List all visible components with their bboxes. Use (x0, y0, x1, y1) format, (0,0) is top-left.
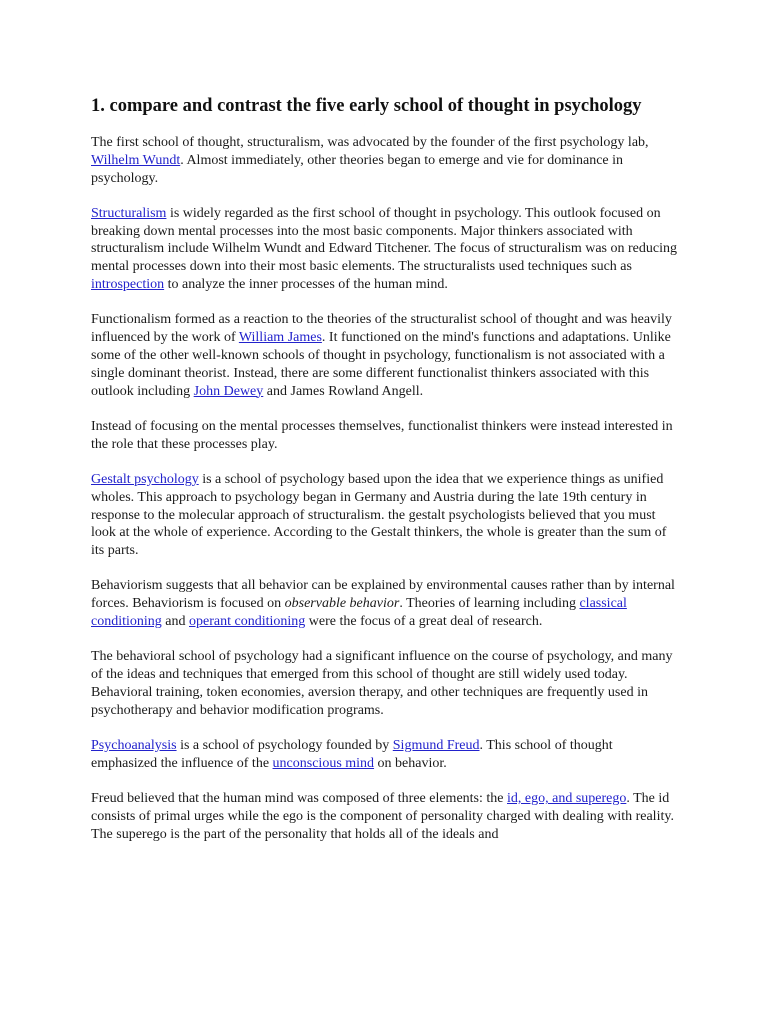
text-span: . Almost immediately, other theories began to emerge and vie for dominance in psychology. (91, 152, 624, 186)
link-gestalt-psychology[interactable]: Gestalt psychology (91, 471, 199, 487)
paragraph-gestalt (91, 471, 679, 560)
text-span: is a school of psychology based upon the idea that we experience things as unified wholes. This approach to psychology began in Germany and Austria during the late 19th century in response to the molecular approach of structuralism. the gestalt psychologists believed that you must look at the whole of experience. According to the Gestalt thinkers, the whole is greater than the sum of its parts. (91, 471, 667, 559)
text-span: on behavior. (374, 755, 447, 771)
link-john-dewey[interactable]: John Dewey (193, 383, 264, 399)
text-span: Functionalism formed as a reaction to the theories of the structuralist school of thought and was heavily influenced by the work of (91, 312, 672, 346)
paragraph-functionalism-role (91, 418, 679, 454)
link-classical-conditioning[interactable]: classical conditioning (91, 596, 627, 630)
text-span: . It functioned on the mind's functions and adaptations. Unlike some of the other well-known schools of thought in psychology, functionalism is not associated with a single dominant theorist. Instead, there are some different functionalist thinkers associated with this outlook including (91, 330, 671, 399)
paragraph-structuralism (91, 205, 679, 294)
link-operant-conditioning[interactable]: operant conditioning (189, 614, 306, 630)
link-wilhelm-wundt[interactable]: Wilhelm Wundt (91, 152, 181, 168)
text-span: . The id consists of primal urges while the ego is the component of personality charged with dealing with reality. The superego is the part of the personality that holds all of the ideals and (91, 791, 674, 842)
link-structuralism[interactable]: Structuralism (91, 205, 167, 221)
text-span: Instead of focusing on the mental processes themselves, functionalist thinkers were instead interested in the role that these processes play. (91, 418, 673, 452)
text-span: to analyze the inner processes of the human mind. (164, 277, 448, 293)
paragraph-freud-elements (91, 790, 679, 843)
text-span: . Theories of learning including (399, 596, 580, 612)
link-william-james[interactable]: William James (238, 330, 322, 346)
text-span: Freud believed that the human mind was composed of three elements: the (91, 791, 507, 807)
text-span: Behaviorism suggests that all behavior can be explained by environmental causes rather than by internal forces. Behaviorism is focused on (91, 578, 675, 612)
text-span: and James Rowland Angell. (263, 383, 424, 399)
text-span: is widely regarded as the first school of thought in psychology. This outlook focused on breaking down mental processes into the most basic components. Major thinkers associated with structuralism include Wilhelm Wundt and Edward Titchener. The focus of structuralism was on reducing mental processes down into their most basic elements. The structuralists used techniques such as (91, 205, 677, 275)
paragraph-psychoanalysis (91, 737, 679, 773)
document-page (91, 94, 679, 861)
link-sigmund-freud[interactable]: Sigmund Freud (392, 738, 480, 754)
link-psychoanalysis[interactable]: Psychoanalysis (91, 738, 177, 754)
link-id-ego-superego[interactable]: id, ego, and superego (507, 791, 627, 807)
text-span: The behavioral school of psychology had a significant influence on the course of psychology, and many of the ideas and techniques that emerged from this school of thought are still widely used today. Behavioral training, token economies, aversion therapy, and other techniques are frequently used in psychotherapy and behavior modification programs. (91, 649, 673, 718)
link-unconscious-mind[interactable]: unconscious mind (272, 755, 375, 771)
link-introspection[interactable]: introspection (91, 277, 165, 293)
text-span: . This school of thought emphasized the influence of the (91, 738, 613, 771)
paragraph-intro (91, 134, 679, 187)
emphasis-observable-behavior: observable behavior (284, 596, 400, 612)
paragraph-functionalism (91, 311, 679, 400)
paragraph-behaviorism (91, 577, 679, 630)
text-span: and (161, 614, 189, 630)
paragraph-behavioral-influence (91, 648, 679, 719)
text-span: were the focus of a great deal of research. (305, 614, 543, 630)
text-span: is a school of psychology founded by (176, 738, 393, 754)
document-title: 1. compare and contrast the five early school of thought in psychology (91, 96, 642, 116)
text-span: The first school of thought, structuralism, was advocated by the founder of the first psychology lab, (91, 135, 649, 150)
